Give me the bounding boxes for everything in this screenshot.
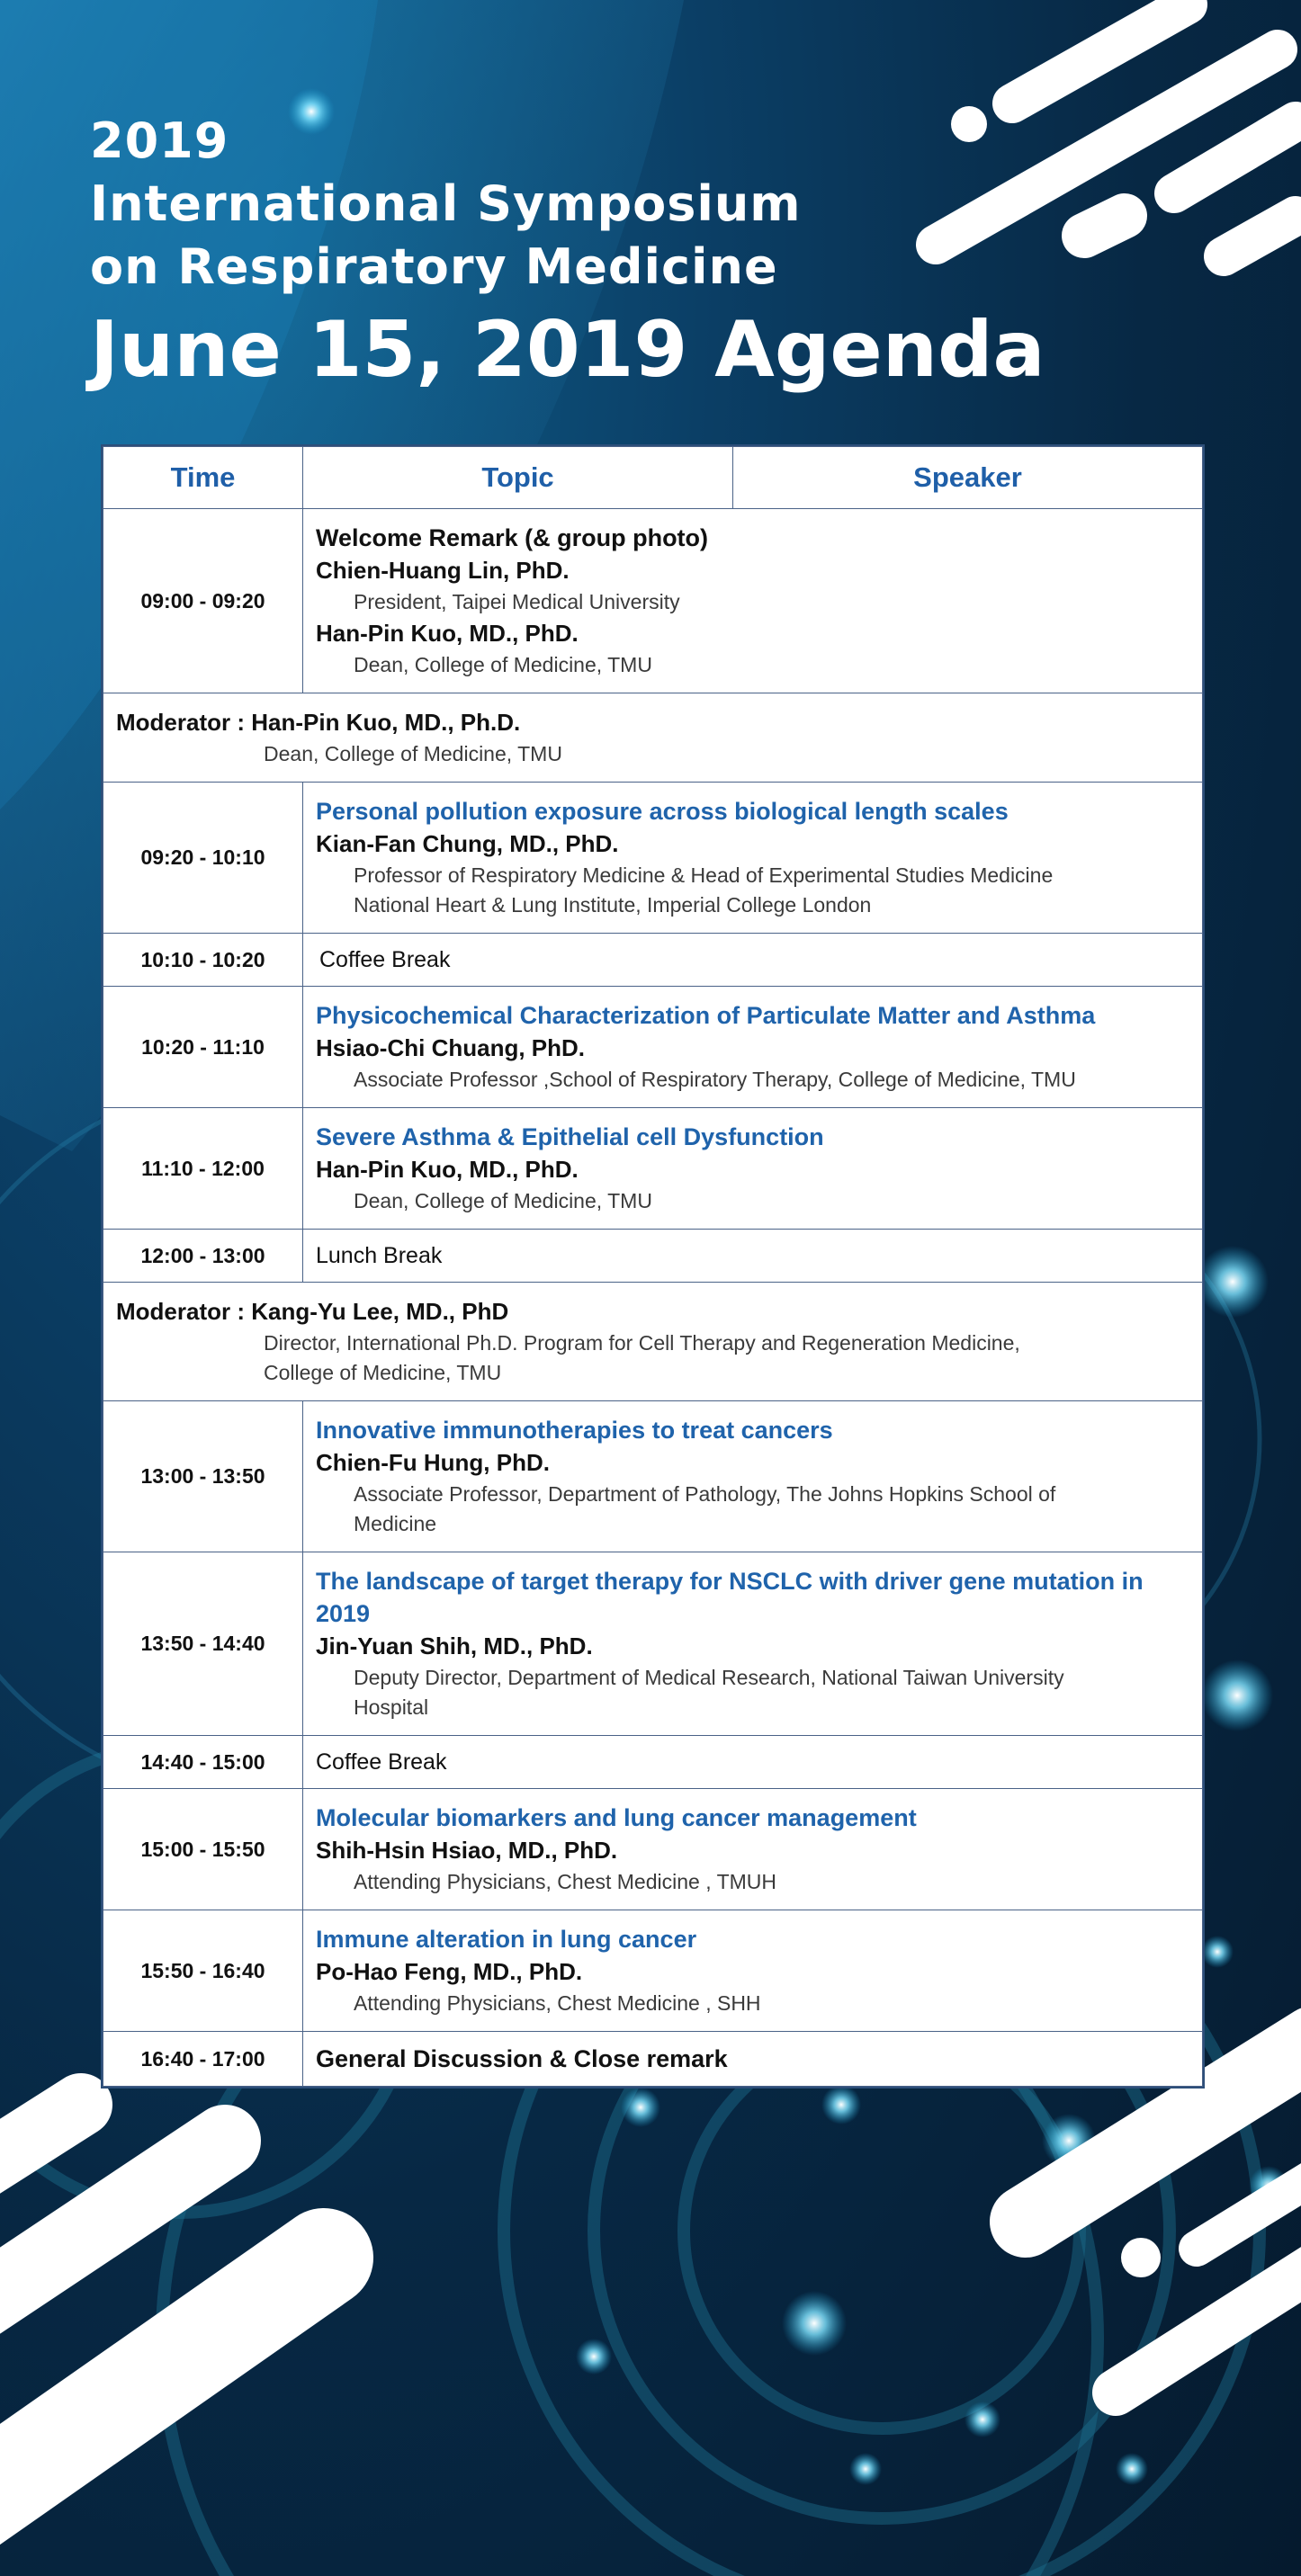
speaker-name: Shih-Hsin Hsiao, MD., PhD. [316, 1837, 618, 1864]
agenda-date-heading: June 15, 2019 Agenda [90, 305, 1045, 395]
table-row [103, 783, 1203, 934]
row-time: 09:20 - 10:10 [103, 783, 303, 934]
speaker-name: Hsiao-Chi Chuang, PhD. [316, 1034, 585, 1061]
table-row [103, 1230, 1203, 1283]
talk-topic: Innovative immunotherapies to treat cancers [316, 1417, 833, 1444]
welcome-remark: Welcome Remark (& group photo) [316, 524, 709, 551]
row-content [303, 509, 1203, 693]
row-content [303, 2032, 1203, 2087]
closing-label: General Discussion & Close remark [316, 2045, 728, 2072]
talk-topic: Immune alteration in lung cancer [316, 1926, 697, 1953]
speaker-name: Po-Hao Feng, MD., PhD. [316, 1958, 583, 1985]
speaker-affiliation: Deputy Director, Department of Medical Research, National Taiwan University [354, 1666, 1064, 1689]
row-content [303, 1789, 1203, 1910]
talk-topic: 2019 [316, 1600, 371, 1627]
talk-topic: Personal pollution exposure across biological length scales [316, 798, 1009, 825]
table-row [103, 1736, 1203, 1789]
header-speaker: Speaker [733, 447, 1203, 509]
row-time: 16:40 - 17:00 [103, 2032, 303, 2087]
row-time: 14:40 - 15:00 [103, 1736, 303, 1789]
speaker-name: Jin-Yuan Shih, MD., PhD. [316, 1632, 593, 1659]
row-content [303, 1910, 1203, 2032]
table-row [103, 1789, 1203, 1910]
title-block [90, 110, 1045, 399]
speaker-affiliation: Hospital [354, 1695, 429, 1719]
table-row [103, 1910, 1203, 2032]
table-row [103, 934, 1203, 987]
row-content [303, 934, 1203, 987]
moderator-row [103, 693, 1203, 783]
speaker-affiliation: Medicine [354, 1512, 437, 1535]
moderator-affiliation: College of Medicine, TMU [264, 1361, 502, 1384]
row-content [303, 987, 1203, 1108]
speaker-affiliation: Dean, College of Medicine, TMU [354, 1189, 652, 1212]
talk-topic: Severe Asthma & Epithelial cell Dysfunction [316, 1123, 824, 1150]
break-label: Coffee Break [316, 1749, 447, 1775]
header-time: Time [103, 447, 303, 509]
row-content [303, 1736, 1203, 1789]
speaker-name: Han-Pin Kuo, MD., PhD. [316, 1156, 579, 1183]
speaker-name: Chien-Huang Lin, PhD. [316, 557, 570, 584]
row-time: 09:00 - 09:20 [103, 509, 303, 693]
speaker-name: Chien-Fu Hung, PhD. [316, 1449, 550, 1476]
table-header-row [103, 447, 1203, 509]
table-row [103, 1108, 1203, 1230]
row-content [303, 1230, 1203, 1283]
row-time: 10:20 - 11:10 [103, 987, 303, 1108]
row-content [303, 1108, 1203, 1230]
speaker-affiliation: Associate Professor ,School of Respiratory Therapy, College of Medicine, TMU [354, 1068, 1076, 1091]
row-time: 12:00 - 13:00 [103, 1230, 303, 1283]
speaker-affiliation: National Heart & Lung Institute, Imperial College London [354, 893, 872, 917]
moderator-affiliation: Director, International Ph.D. Program for Cell Therapy and Regeneration Medicine, [264, 1331, 1020, 1355]
agenda-table [101, 444, 1205, 2089]
talk-topic: The landscape of target therapy for NSCLC with driver gene mutation in [316, 1568, 1144, 1595]
row-time: 13:50 - 14:40 [103, 1552, 303, 1736]
row-content [303, 1401, 1203, 1552]
table-row [103, 2032, 1203, 2087]
row-time: 15:50 - 16:40 [103, 1910, 303, 2032]
event-title-line2: on Respiratory Medicine [90, 238, 778, 295]
moderator-row [103, 1283, 1203, 1401]
talk-topic: Molecular biomarkers and lung cancer management [316, 1804, 917, 1831]
moderator-content [103, 1283, 1203, 1401]
moderator-name: Moderator : Han-Pin Kuo, MD., Ph.D. [116, 709, 521, 736]
moderator-affiliation: Dean, College of Medicine, TMU [264, 742, 562, 765]
row-time: 10:10 - 10:20 [103, 934, 303, 987]
header-topic: Topic [303, 447, 733, 509]
talk-topic: Physicochemical Characterization of Particulate Matter and Asthma [316, 1002, 1096, 1029]
row-time: 11:10 - 12:00 [103, 1108, 303, 1230]
speaker-affiliation: Professor of Respiratory Medicine & Head of Experimental Studies Medicine [354, 863, 1054, 887]
row-content [303, 783, 1203, 934]
speaker-affiliation: Attending Physicians, Chest Medicine , SHH [354, 1991, 761, 2015]
table-row [103, 509, 1203, 693]
table-row [103, 1552, 1203, 1736]
row-content [303, 1552, 1203, 1736]
speaker-affiliation: Associate Professor, Department of Pathology, The Johns Hopkins School of [354, 1482, 1056, 1506]
speaker-affiliation: Attending Physicians, Chest Medicine , TMUH [354, 1870, 776, 1893]
table-row [103, 987, 1203, 1108]
speaker-name: Kian-Fan Chung, MD., PhD. [316, 830, 619, 857]
row-time: 13:00 - 13:50 [103, 1401, 303, 1552]
speaker-name: Han-Pin Kuo, MD., PhD. [316, 620, 579, 647]
break-label: Lunch Break [316, 1243, 443, 1268]
event-title-line1: International Symposium [90, 175, 802, 232]
speaker-affiliation: President, Taipei Medical University [354, 590, 680, 613]
break-label: Coffee Break [319, 947, 451, 972]
moderator-name: Moderator : Kang-Yu Lee, MD., PhD [116, 1298, 509, 1325]
moderator-content [103, 693, 1203, 783]
table-row [103, 1401, 1203, 1552]
speaker-affiliation: Dean, College of Medicine, TMU [354, 653, 652, 676]
row-time: 15:00 - 15:50 [103, 1789, 303, 1910]
event-year: 2019 [90, 112, 229, 169]
